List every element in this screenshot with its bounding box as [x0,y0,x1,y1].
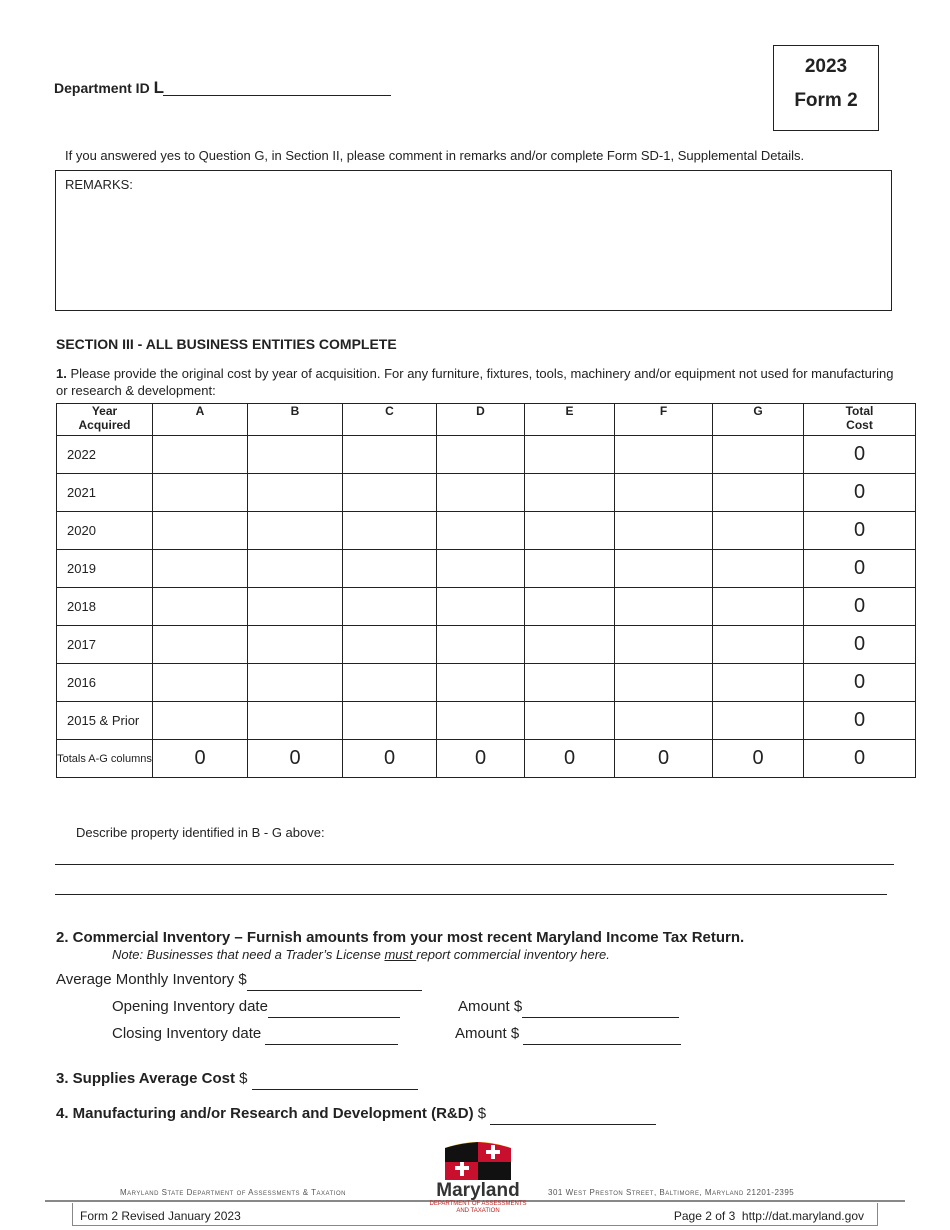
row-total-cell: 0 [804,436,916,474]
remarks-label: REMARKS: [65,177,133,192]
cost-input-cell[interactable] [343,588,437,626]
cost-input-cell[interactable] [437,702,525,740]
cost-by-year-table [56,403,916,778]
cost-input-cell[interactable] [248,702,343,740]
question-1-text: 1. Please provide the original cost by year of acquisition. For any furniture, fixtures, tools, machinery and/or equipment not used for manufacturing or research & development: [56,366,894,398]
column-total-cell: 0 [713,740,804,778]
column-header: E [525,404,615,436]
cost-input-cell[interactable] [437,436,525,474]
cost-input-cell[interactable] [615,474,713,512]
question-4-row: 4. Manufacturing and/or Research and Development (R&D) $ [56,1105,656,1125]
cost-input-cell[interactable] [525,512,615,550]
remarks-instruction: If you answered yes to Question G, in Section II, please comment in remarks and/or complete Form SD-1, Supplemental Details. [65,148,805,163]
cost-input-cell[interactable] [525,474,615,512]
table-header-row [57,404,916,436]
cost-input-cell[interactable] [615,512,713,550]
cost-input-cell[interactable] [437,474,525,512]
column-header: G [713,404,804,436]
totals-label: Totals A-G columns [57,740,153,778]
cost-input-cell[interactable] [153,436,248,474]
form-id-box [773,45,879,131]
cost-input-cell[interactable] [713,588,804,626]
department-id-prefix: L [153,78,164,97]
closing-date-field[interactable] [265,1027,398,1045]
cost-input-cell[interactable] [525,626,615,664]
cost-input-cell[interactable] [248,436,343,474]
cost-input-cell[interactable] [343,626,437,664]
row-total-cell: 0 [804,474,916,512]
column-header: D [437,404,525,436]
column-header: A [153,404,248,436]
footer-address: 301 West Preston Street, Baltimore, Maryland 21201-2395 [548,1188,795,1197]
row-total-cell: 0 [804,550,916,588]
cost-input-cell[interactable] [248,664,343,702]
cost-input-cell[interactable] [153,702,248,740]
table-row [57,512,916,550]
table-row [57,550,916,588]
cost-input-cell[interactable] [248,550,343,588]
column-header: C [343,404,437,436]
cost-input-cell[interactable] [153,626,248,664]
table-row [57,664,916,702]
cost-input-cell[interactable] [153,550,248,588]
footer-agency: Maryland State Department of Assessments & Taxation [120,1188,346,1197]
cost-input-cell[interactable] [525,550,615,588]
cost-input-cell[interactable] [343,550,437,588]
column-total-cell: 0 [343,740,437,778]
describe-line-1[interactable] [55,864,894,865]
totals-row [57,740,916,778]
table-row [57,702,916,740]
cost-input-cell[interactable] [615,588,713,626]
cost-input-cell[interactable] [437,588,525,626]
cost-input-cell[interactable] [248,474,343,512]
year-cell: 2019 [57,550,153,588]
cost-input-cell[interactable] [713,664,804,702]
column-header: B [248,404,343,436]
row-total-cell: 0 [804,664,916,702]
opening-amount-row: Amount $ [458,998,679,1018]
column-total-cell: 0 [615,740,713,778]
column-header: F [615,404,713,436]
cost-input-cell[interactable] [153,664,248,702]
table-row [57,626,916,664]
cost-input-cell[interactable] [615,702,713,740]
logo-wordmark: Maryland [436,1180,520,1201]
opening-date-field[interactable] [268,1000,400,1018]
row-total-cell: 0 [804,512,916,550]
average-inventory-field[interactable] [247,973,422,991]
supplies-cost-field[interactable] [252,1072,418,1090]
table-row [57,436,916,474]
maryland-logo [423,1140,533,1220]
maryland-flag-icon [423,1140,533,1182]
cost-input-cell[interactable] [248,512,343,550]
cost-input-cell[interactable] [248,626,343,664]
cost-input-cell[interactable] [615,436,713,474]
cost-input-cell[interactable] [343,664,437,702]
row-total-cell: 0 [804,588,916,626]
year-cell: 2022 [57,436,153,474]
row-total-cell: 0 [804,626,916,664]
section-3-title: SECTION III - ALL BUSINESS ENTITIES COMPLETE [56,336,397,352]
row-total-cell: 0 [804,702,916,740]
cost-input-cell[interactable] [525,436,615,474]
question-2-title: 2. Commercial Inventory – Furnish amounts from your most recent Maryland Income Tax Return. [56,929,745,946]
manufacturing-rd-field[interactable] [490,1107,656,1125]
year-cell: 2017 [57,626,153,664]
closing-inventory-row: Closing Inventory date [112,1025,398,1045]
cost-input-cell[interactable] [437,512,525,550]
describe-label: Describe property identified in B - G above: [76,825,325,840]
closing-amount-row: Amount $ [455,1025,681,1045]
cost-input-cell[interactable] [525,664,615,702]
year-cell: 2015 & Prior [57,702,153,740]
footer-page-info: Page 2 of 3 http://dat.maryland.gov [673,1209,864,1223]
column-total-cell: 0 [804,740,916,778]
year-cell: 2016 [57,664,153,702]
form-name: Form 2 [794,90,858,111]
cost-input-cell[interactable] [615,550,713,588]
year-cell: 2020 [57,512,153,550]
table-row [57,588,916,626]
average-inventory-row: Average Monthly Inventory $ [56,971,422,991]
cost-input-cell[interactable] [437,550,525,588]
table-row [57,474,916,512]
department-id-field[interactable] [163,95,391,96]
cost-input-cell[interactable] [615,626,713,664]
closing-amount-field[interactable] [523,1027,681,1045]
cost-input-cell[interactable] [525,588,615,626]
cost-input-cell[interactable] [525,702,615,740]
year-cell: 2021 [57,474,153,512]
cost-input-cell[interactable] [713,512,804,550]
cost-input-cell[interactable] [153,474,248,512]
cost-input-cell[interactable] [437,626,525,664]
describe-line-2[interactable] [55,894,887,895]
cost-input-cell[interactable] [615,664,713,702]
cost-input-cell[interactable] [713,702,804,740]
cost-input-cell[interactable] [713,436,804,474]
cost-input-cell[interactable] [153,512,248,550]
logo-subtitle: DEPARTMENT OF ASSESSMENTS AND TAXATION [429,1201,527,1214]
cost-input-cell[interactable] [343,512,437,550]
cost-input-cell[interactable] [343,474,437,512]
opening-amount-field[interactable] [522,1000,679,1018]
year-cell: 2018 [57,588,153,626]
column-header: Year Acquired [57,404,153,436]
question-2-note: Note: Businesses that need a Trader’s License must report commercial inventory here. [112,947,610,962]
opening-inventory-row: Opening Inventory date [112,998,400,1018]
cost-input-cell[interactable] [343,702,437,740]
column-total-cell: 0 [153,740,248,778]
footer-revision: Form 2 Revised January 2023 [80,1209,241,1223]
column-total-cell: 0 [248,740,343,778]
column-total-cell: 0 [437,740,525,778]
column-header: Total Cost [804,404,916,436]
cost-input-cell[interactable] [713,474,804,512]
cost-input-cell[interactable] [437,664,525,702]
question-3-row: 3. Supplies Average Cost $ [56,1070,418,1090]
cost-input-cell[interactable] [248,588,343,626]
cost-input-cell[interactable] [713,626,804,664]
cost-input-cell[interactable] [153,588,248,626]
cost-input-cell[interactable] [343,436,437,474]
remarks-box[interactable] [55,170,892,311]
department-id-label: Department ID L [54,78,164,97]
column-total-cell: 0 [525,740,615,778]
cost-input-cell[interactable] [713,550,804,588]
form-year: 2023 [804,56,848,77]
